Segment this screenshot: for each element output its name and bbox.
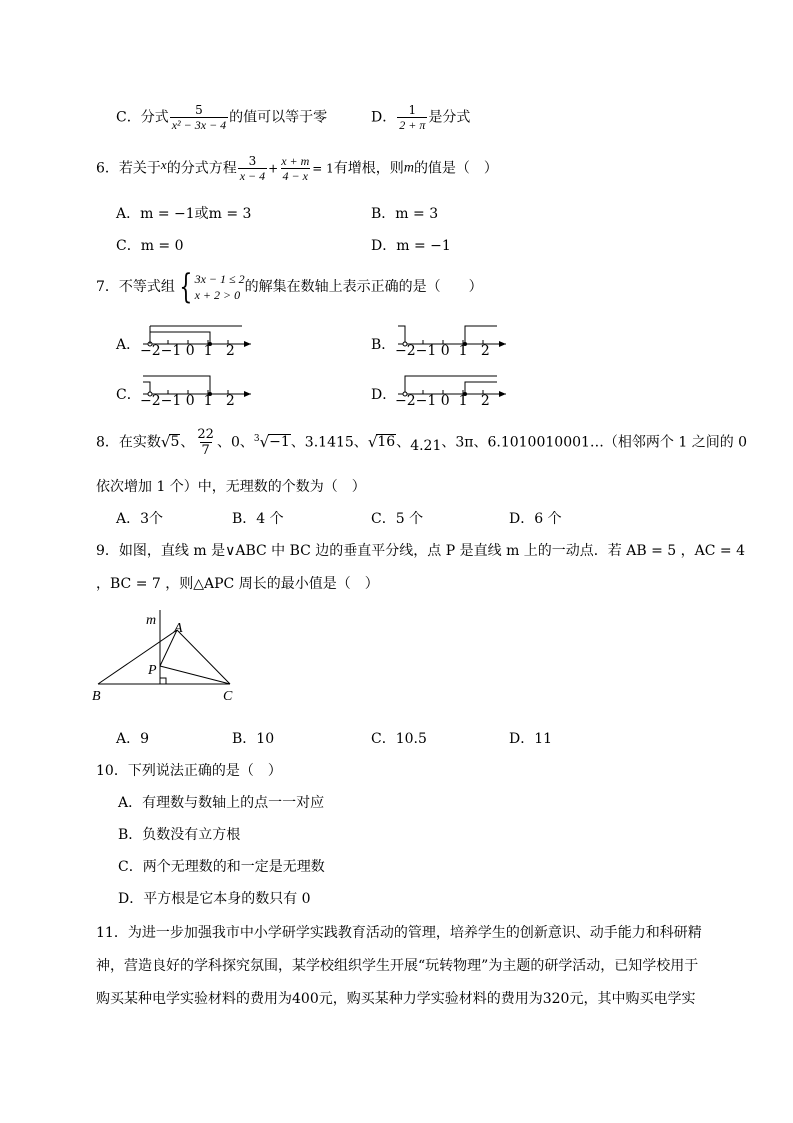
q9-label-c: C <box>223 689 233 704</box>
q8-sqrt5-radical: √ <box>160 433 171 452</box>
q7-b-tick-0: 0 <box>440 343 450 359</box>
q7-c-tick-neg1: −1 <box>160 393 182 409</box>
q5-option-c-denominator: x² − 3x − 4 <box>171 117 227 132</box>
q5-option-c-fraction <box>170 104 228 131</box>
q10-option-a: A．有理数与数轴上的点一一对应 <box>118 795 325 811</box>
q7-option-b-ticks <box>395 344 490 358</box>
q8-items-mid: 、0、 <box>216 434 254 451</box>
q6-prefix: 6．若关于 <box>96 160 161 177</box>
q7-c-tick-neg2: −2 <box>140 393 161 409</box>
q8-after-repeating: 、3π、6.1010010001…（相邻两个 1 之间的 0 <box>441 434 748 451</box>
q7-b-tick-1: 1 <box>458 343 468 359</box>
q8-after-16: 、 <box>396 434 411 451</box>
q7-stem <box>96 267 483 307</box>
q9-option-a: A．9 <box>116 731 150 747</box>
q5-option-d <box>371 104 470 131</box>
q11-line-3: 购买某种电学实验材料的费用为400元，购买某种力学实验材料的费用为320元，其中购买电学实 <box>96 991 696 1007</box>
q6-option-d: D．m = −1 <box>371 238 451 254</box>
q9-option-c: C．10.5 <box>371 731 427 747</box>
q8-sep-1: 、 <box>180 434 195 451</box>
q9-segment-pc <box>160 666 230 684</box>
q11-line-1: 11．为进一步加强我市中小学研学实践教育活动的管理，培养学生的创新意识、动手能力和科研精 <box>96 925 702 941</box>
q10-option-b: B．负数没有立方根 <box>118 827 241 843</box>
q6-fraction-2 <box>279 155 311 182</box>
q7-option-b-label: B． <box>371 337 396 353</box>
q10-option-c: C．两个无理数的和一定是无理数 <box>118 859 325 875</box>
q7-option-a-label: A． <box>116 337 141 353</box>
q7-a-tick-0: 0 <box>185 343 195 359</box>
q9-line-2: ，BC = 7 ，则△APC 周长的最小值是（ ） <box>96 576 379 592</box>
q7-a-tick-2: 2 <box>225 343 235 359</box>
q7-b-tick-2: 2 <box>480 343 490 359</box>
q7-option-c-ticks <box>140 394 235 408</box>
q8-option-b: B．4 个 <box>232 511 284 527</box>
q6-tail-2: 的值是（ ） <box>413 160 498 177</box>
q6-var-m: m <box>403 160 414 176</box>
q8-sqrt5-radicand: 5 <box>170 434 180 451</box>
q8-sqrt16-radicand: 16 <box>377 434 396 451</box>
q5-option-c-numerator: 5 <box>195 103 203 117</box>
q6-plus: + <box>268 161 279 176</box>
q8-fraction-22-7 <box>195 428 216 457</box>
q6-var-x: x <box>160 157 167 173</box>
q7-prefix: 7．不等式组 <box>96 279 175 295</box>
q7-left-brace: { <box>179 267 193 307</box>
q9-label-m: m <box>146 613 157 628</box>
q7-b-tick-neg1: −1 <box>415 343 437 359</box>
q9-right-angle-mark <box>160 678 166 684</box>
q6-fraction-1 <box>238 155 267 182</box>
q7-option-d-label: D． <box>371 387 397 403</box>
q5-option-d-denominator: 2 + π <box>399 117 426 132</box>
q6-fraction-2-num: x + m <box>281 154 310 168</box>
q9-segment-ab <box>98 630 177 684</box>
q7-a-tick-1: 1 <box>203 343 213 359</box>
q10-stem: 10．下列说法正确的是（ ） <box>96 763 282 779</box>
q9-label-b: B <box>92 689 101 704</box>
q6-option-c: C．m = 0 <box>116 238 184 254</box>
q5-option-d-label: D． <box>371 109 397 126</box>
q11-line-2: 神，营造良好的学科探究氛围，某学校组织学生开展“玩转物理”为主题的研学活动，已知学校用于 <box>96 958 699 974</box>
q8-after-cube: 、3.1415、 <box>290 434 368 451</box>
q6-fraction-2-den: 4 − x <box>282 168 308 183</box>
q7-a-tick-neg2: −2 <box>140 343 161 359</box>
q8-cube-root-index: 3 <box>253 433 260 444</box>
q7-tail: 的解集在数轴上表示正确的是（ ） <box>244 279 483 295</box>
q9-label-a: A <box>174 621 183 636</box>
q7-option-a-ticks <box>140 344 235 358</box>
q8-repeating-decimal: 4.21 <box>410 437 442 454</box>
q8-fraction-den: 7 <box>201 442 210 458</box>
q9-figure <box>90 606 250 709</box>
q9-option-b: B．10 <box>232 731 275 747</box>
q8-option-a: A．3个 <box>116 511 164 527</box>
q7-d-tick-neg1: −1 <box>415 393 437 409</box>
q8-line-2: 依次增加 1 个）中，无理数的个数为（ ） <box>96 479 366 495</box>
q7-option-d-ticks <box>395 394 490 408</box>
q7-inequality-2: x + 2 > 0 <box>194 288 241 302</box>
q8-cube-root-radicand: −1 <box>269 434 290 451</box>
q8-line-1 <box>96 428 747 457</box>
q6-fraction-1-num: 3 <box>248 154 257 168</box>
q6-fraction-1-den: x − 4 <box>239 168 266 183</box>
q8-option-d: D．6 个 <box>509 511 562 527</box>
q6-option-a: A．m = −1或m = 3 <box>116 206 252 222</box>
q7-c-tick-0: 0 <box>185 393 195 409</box>
q7-inequality-system <box>175 267 245 307</box>
q6-option-b: B．m = 3 <box>371 206 439 222</box>
q8-option-c: C．5 个 <box>371 511 424 527</box>
q7-b-tick-neg2: −2 <box>395 343 416 359</box>
q8-fraction-num: 22 <box>197 427 214 442</box>
q9-option-d: D．11 <box>509 731 553 747</box>
q9-line-1: 9．如图，直线 m 是∨ABC 中 BC 边的垂直平分线，点 P 是直线 m 上的一动点．若 AB = 5 ，AC = 4 <box>96 543 746 559</box>
q8-cube-root-radical: √ <box>259 433 270 452</box>
q7-a-tick-neg1: −1 <box>160 343 182 359</box>
q7-c-tick-2: 2 <box>225 393 235 409</box>
q8-sqrt16-radical: √ <box>367 433 378 452</box>
q5-option-c-tail: 的值可以等于零 <box>229 109 328 126</box>
q7-d-tick-0: 0 <box>440 393 450 409</box>
q6-stem <box>96 155 498 182</box>
q10-option-d: D．平方根是它本身的数只有 0 <box>118 891 311 907</box>
q5-option-c-label: C．分式 <box>116 109 169 126</box>
q7-d-tick-1: 1 <box>458 393 468 409</box>
q7-d-tick-2: 2 <box>480 393 490 409</box>
q5-option-d-numerator: 1 <box>408 103 417 117</box>
q5-option-d-tail: 是分式 <box>428 109 471 126</box>
q9-label-p: P <box>148 663 157 678</box>
q7-option-c-label: C． <box>116 387 141 403</box>
q7-c-tick-1: 1 <box>203 393 213 409</box>
q9-segment-ac <box>177 630 230 684</box>
q7-inequality-1: 3x − 1 ≤ 2 <box>194 271 245 286</box>
q5-option-c <box>116 104 327 131</box>
q5-option-d-fraction <box>397 104 427 131</box>
q6-mid: 的分式方程 <box>166 160 237 177</box>
q7-d-tick-neg2: −2 <box>395 393 416 409</box>
q8-prefix: 8．在实数 <box>96 434 161 451</box>
q6-equals: = 1 <box>312 161 334 176</box>
q6-tail-1: 有增根，则 <box>333 160 404 177</box>
